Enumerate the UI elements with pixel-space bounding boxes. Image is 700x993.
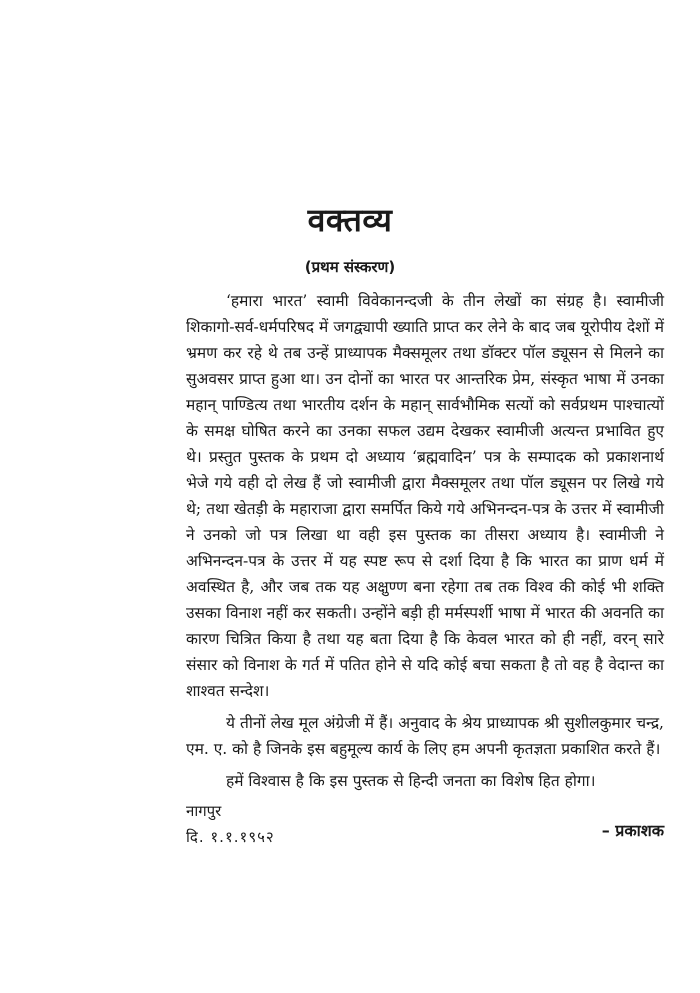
place-label: नागपुर <box>186 802 222 820</box>
edition-subtitle: (प्रथम संस्करण) <box>304 258 396 276</box>
paragraph-translation-credit: ये तीनों लेख मूल अंग्रेजी में हैं। अनुवाद के श्रेय प्राध्यापक श्री सुशीलकुमार चन्द्र, एम. ए. को है जिनके इस बहुमूल्य कार्य के लिए हम अपनी कृतज्ञता प्रकाशित करते हैं। <box>186 714 664 758</box>
page-title: वक्तव्य <box>307 201 393 239</box>
date-label: दि. १.१.१९५२ <box>186 828 275 846</box>
publisher-signature: – प्रकाशक <box>601 821 664 840</box>
statement-body <box>186 288 664 800</box>
paragraph-intro: ‘हमारा भारत’ स्वामी विवेकानन्दजी के तीन लेखों का संग्रह है। स्वामीजी शिकागो-सर्व-धर्मपरिषद में जगद्व्यापी ख्याति प्राप्त कर लेने के बाद जब यूरोपीय देशों में भ्रमण कर रहे थे तब उन्हें प्राध्यापक मैक्समूलर तथा डॉक्टर पॉल ड्यूसन से मिलने का सुअवसर प्राप्त हुआ था। उन दोनों का भारत पर आन्तरिक प्रेम, संस्कृत भाषा में उनका महान् पाण्डित्य तथा भारतीय दर्शन के महान् सार्वभौमिक सत्यों को सर्वप्रथम पाश्चात्यों के समक्ष घोषित करने का उनका सफल उद्यम देखकर स्वामीजी अत्यन्त प्रभावित हुए थे। प्रस्तुत पुस्तक के प्रथम दो अध्याय ‘ब्रह्मवादिन’ पत्र के सम्पादक को प्रकाशनार्थ भेजे गये वही दो लेख हैं जो स्वामीजी द्वारा मैक्समूलर तथा पॉल ड्यूसन पर लिखे गये थे; तथा खेतड़ी के महाराजा द्वारा समर्पित किये गये अभिनन्दन-पत्र के उत्तर में स्वामीजी ने उनको जो पत्र लिखा था वही इस पुस्तक का तीसरा अध्याय है। स्वामीजी ने अभिनन्दन-पत्र के उत्तर में यह स्पष्ट रूप से दर्शा दिया है कि भारत का प्राण धर्म में अवस्थित है, और जब तक यह अक्षुण्ण बना रहेगा तब तक विश्व की कोई भी शक्ति उसका विनाश नहीं कर सकती। उन्होंने बड़ी ही मर्मस्पर्शी भाषा में भारत की अवनति का कारण चित्रित किया है तथा यह बता दिया है कि केवल भारत को ही नहीं, वरन् सारे संसार को विनाश के गर्त में पतित होने से यदि कोई बचा सकता है तो वह है वेदान्त का शाश्वत सन्देश। <box>186 292 664 700</box>
paragraph-closing: हमें विश्वास है कि इस पुस्तक से हिन्दी जनता का विशेष हित होगा। <box>226 772 596 790</box>
